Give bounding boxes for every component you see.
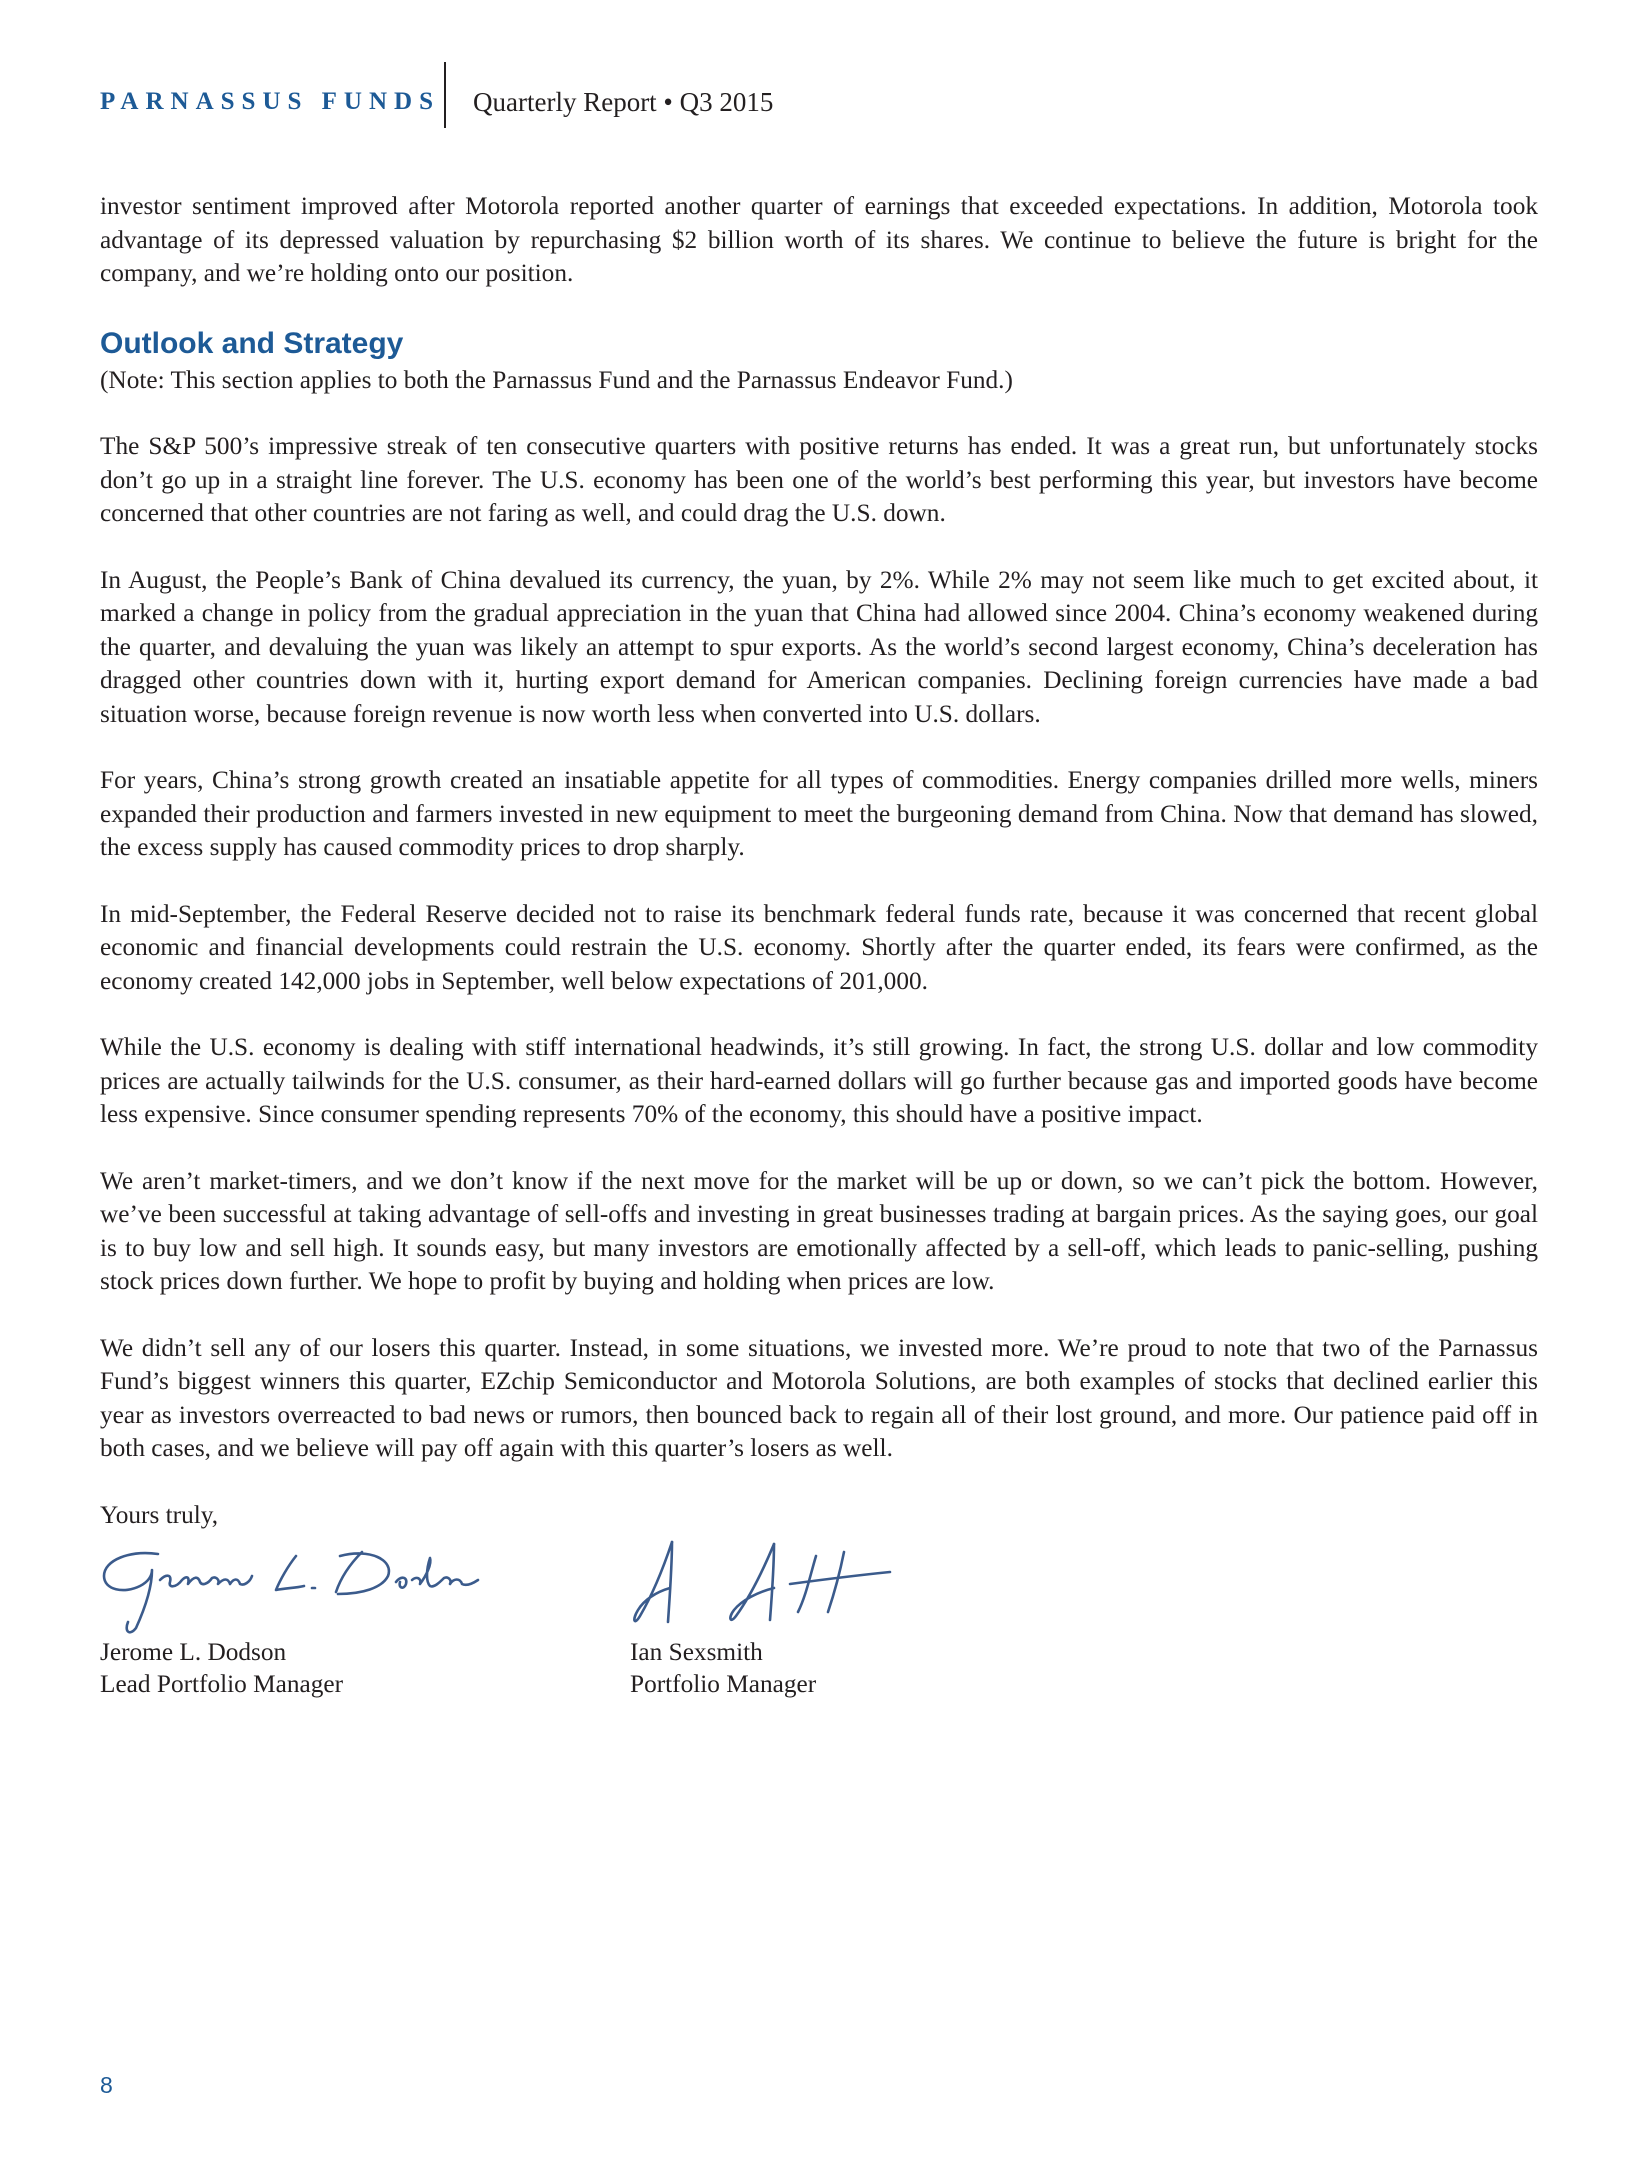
signature-sexsmith-text: Ian Sexsmith (630, 1536, 636, 1537)
brand-name: PARNASSUS FUNDS (100, 88, 440, 115)
signer-sexsmith (630, 1536, 960, 1700)
page-header (100, 58, 1600, 132)
signer-name: Ian Sexsmith (630, 1638, 763, 1666)
paragraph-federal-reserve: In mid-September, the Federal Reserve decided not to raise its benchmark federal funds rate, because it was concerned that recent global economic and financial developments could restrain the U.S. economy. Shortly after the quarter ended, its fears were confirmed, as the economy created 142,000 jobs in September, well below expectations of 201,000. (100, 899, 1538, 995)
paragraph-market-timing: We aren’t market-timers, and we don’t know if the next move for the market will be up or down, so we can’t pick the bottom. However, we’ve been successful at taking advantage of sell-offs and investing in great businesses trading at bargain prices. As the saying goes, our goal is to buy low and sell high. It sounds easy, but many investors are emotionally affected by a sell-off, which leads to panic-selling, pushing stock prices down further. We hope to profit by buying and holding when prices are low. (100, 1166, 1538, 1295)
signature-sexsmith (630, 1536, 960, 1636)
intro-paragraph: investor sentiment improved after Motorola reported another quarter of earnings that exceeded expectations. In addition, Motorola took advantage of its depressed valuation by repurchasing $2 billion worth of its shares. We continue to believe the future is bright for the company, and we’re holding onto our position. (100, 192, 1538, 287)
section-note: (Note: This section applies to both the Parnassus Fund and the Parnassus Endeavor Fund.) (100, 365, 1013, 394)
signer-dodson (100, 1536, 500, 1700)
page-number: 8 (100, 2072, 113, 2098)
paragraph-us-economy: While the U.S. economy is dealing with stiff international headwinds, it’s still growing. In fact, the strong U.S. dollar and low commodity prices are actually tailwinds for the U.S. consumer, as their hard-earned dollars will go further because gas and imported goods have become less expensive. Since consumer spending represents 70% of the economy, this should have a positive impact. (100, 1033, 1538, 1128)
signature-block (100, 1536, 1538, 1726)
closing-line: Yours truly, (100, 1500, 219, 1529)
paragraph-commodities: For years, China’s strong growth created an insatiable appetite for all types of commodities. Energy companies drilled more wells, miners expanded their production and farmers invested in new equipment to meet the burgeoning demand from China. Now that demand has slowed, the excess supply has caused commodity prices to drop sharply. (100, 766, 1538, 861)
signer-name: Jerome L. Dodson (100, 1638, 287, 1666)
signature-dodson-text: Jerome L. Dodson (100, 1536, 108, 1537)
signature-dodson (100, 1536, 500, 1636)
report-title: Quarterly Report • Q3 2015 (473, 87, 774, 117)
signer-title: Lead Portfolio Manager (100, 1670, 344, 1698)
letter-body (100, 190, 1538, 1726)
paragraph-sp500: The S&P 500’s impressive streak of ten consecutive quarters with positive returns has ended. It was a great run, but unfortunately stocks don’t go up in a straight line forever. The U.S. economy has been one of the world’s best performing this year, but investors have become concerned that other countries are not faring as well, and could drag the U.S. down. (100, 432, 1538, 527)
header-divider (444, 62, 446, 128)
signer-title: Portfolio Manager (630, 1670, 817, 1698)
paragraph-losers: We didn’t sell any of our losers this quarter. Instead, in some situations, we invested more. We’re proud to note that two of the Parnassus Fund’s biggest winners this quarter, EZchip Semiconductor and Motorola Solutions, are both examples of stocks that declined earlier this year as investors overreacted to bad news or rumors, then bounced back to regain all of their lost ground, and more. Our patience paid off in both cases, and we believe will pay off again with this quarter’s losers as well. (100, 1333, 1538, 1462)
paragraph-china-yuan: In August, the People’s Bank of China devalued its currency, the yuan, by 2%. While 2% may not seem like much to get excited about, it marked a change in policy from the gradual appreciation in the yuan that China had allowed since 2004. China’s economy weakened during the quarter, and devaluing the yuan was likely an attempt to spur exports. As the world’s second largest economy, China’s deceleration has dragged other countries down with it, hurting export demand for American companies. Declining foreign currencies have made a bad situation worse, because foreign revenue is now worth less when converted into U.S. dollars. (100, 565, 1538, 728)
section-heading: Outlook and Strategy (100, 326, 404, 360)
